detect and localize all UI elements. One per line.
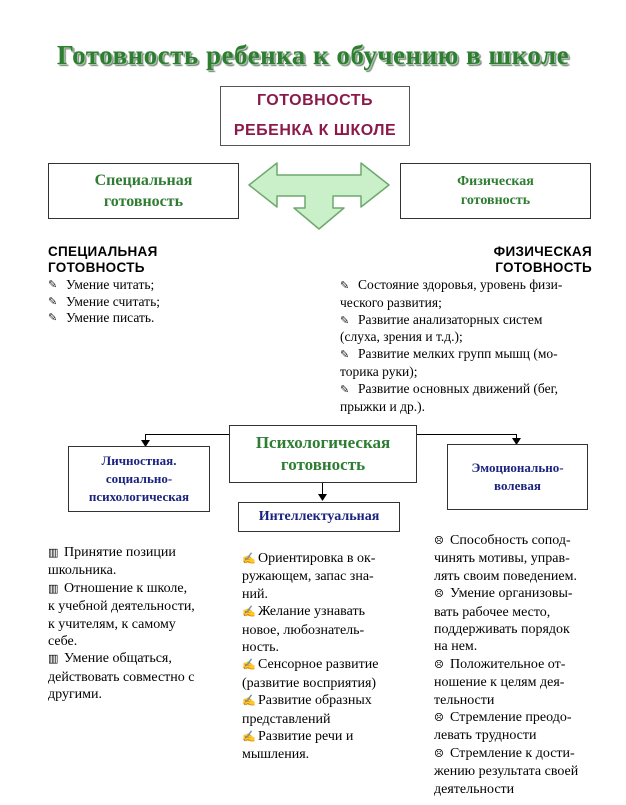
smiley-icon: ☹ xyxy=(434,658,444,671)
list-item: ☹ Стремление к дости- xyxy=(434,745,609,763)
pencil-hand-icon: ✎ xyxy=(48,312,58,325)
list-item-continued: ний. xyxy=(242,586,268,602)
list-item: ✍ Развитие речи и xyxy=(242,728,402,746)
smiley-icon: ☹ xyxy=(434,535,444,547)
special-readiness-box xyxy=(48,163,239,219)
list-item-continued: другими. xyxy=(48,687,103,703)
special-heading-line2: ГОТОВНОСТЬ xyxy=(48,260,145,275)
pencil-hand-icon: ✎ xyxy=(340,349,350,362)
intellectual-readiness-box xyxy=(238,502,400,532)
writing-hand-icon: ✍ xyxy=(242,731,256,744)
list-item-continued: левать трудности xyxy=(434,728,537,744)
pencil-hand-icon: ✎ xyxy=(340,383,350,396)
list-item: ✎ Развитие основных движений (бег, xyxy=(340,381,592,399)
personal-box-line2: социально- xyxy=(105,471,173,486)
arrow-down-icon xyxy=(318,494,327,501)
psychological-readiness-box xyxy=(229,425,417,483)
physical-heading-line1: ФИЗИЧЕСКАЯ xyxy=(493,244,592,259)
pencil-hand-icon: ✎ xyxy=(340,280,350,292)
list-item: ✍ Развитие образных xyxy=(242,692,402,710)
list-item-continued: действовать совместно с xyxy=(48,669,195,685)
physical-section xyxy=(340,244,592,415)
list-item: ☹ Способность сопод- xyxy=(434,532,609,550)
list-item-continued: деятельности xyxy=(434,781,515,797)
list-item-continued: мышления. xyxy=(242,747,310,763)
book-icon: ▥ xyxy=(48,547,59,559)
smiley-icon: ☹ xyxy=(434,712,444,725)
list-item-continued: прыжки и др.). xyxy=(340,398,425,414)
three-way-arrow-icon xyxy=(247,160,391,230)
list-item-continued: к учителям, к самому xyxy=(48,616,176,632)
writing-hand-icon: ✍ xyxy=(242,606,256,619)
smiley-icon: ☹ xyxy=(434,747,444,760)
pencil-hand-icon: ✎ xyxy=(340,314,350,327)
list-item: ✎ Умение считать; xyxy=(48,293,160,309)
psych-box-line2: готовность xyxy=(280,455,366,474)
writing-hand-icon: ✍ xyxy=(242,695,256,708)
physical-heading-line2: ГОТОВНОСТЬ xyxy=(495,260,592,275)
physical-readiness-box xyxy=(400,163,591,219)
special-section xyxy=(48,244,248,327)
physical-box-line1: Физическая xyxy=(457,174,534,189)
list-item: ✎ Развитие анализаторных систем xyxy=(340,312,592,330)
list-item: ✎ Умение читать; xyxy=(48,277,155,292)
emotional-readiness-box xyxy=(447,444,588,510)
special-box-line1: Специальная xyxy=(94,172,193,189)
book-icon: ▥ xyxy=(48,582,59,595)
emotional-list xyxy=(434,532,609,798)
list-item-continued: к учебной деятельности, xyxy=(48,599,195,615)
list-item: ▥ Принятие позиции xyxy=(48,544,218,562)
pencil-hand-icon: ✎ xyxy=(48,295,58,308)
list-item: ✍ Желание узнавать xyxy=(242,603,402,621)
list-item-continued: жению результата своей xyxy=(434,764,579,780)
smiley-icon: ☹ xyxy=(434,588,444,601)
personal-box-line1: Личностная. xyxy=(101,453,177,468)
list-item: ☹ Положительное от- xyxy=(434,656,609,674)
list-item-continued: ружающем, запас зна- xyxy=(242,569,374,585)
personal-list xyxy=(48,544,218,704)
writing-hand-icon: ✍ xyxy=(242,553,256,565)
list-item: ✍ Ориентировка в ок- xyxy=(242,550,402,568)
list-item-continued: вать рабочее место, xyxy=(434,604,551,620)
list-item: ✍ Сенсорное развитие xyxy=(242,656,402,674)
list-item: ✎ Состояние здоровья, уровень физи- xyxy=(340,277,592,295)
list-item-continued: чинять мотивы, управ- xyxy=(434,551,570,567)
psych-box-line1: Психологическая xyxy=(255,433,391,452)
list-item-continued: себе. xyxy=(48,634,78,650)
list-item: ▥ Отношение к школе, xyxy=(48,580,218,598)
list-item: ☹ Умение организовы- xyxy=(434,585,609,603)
intellectual-list xyxy=(242,550,402,764)
special-heading-line1: СПЕЦИАЛЬНАЯ xyxy=(48,244,158,259)
emotional-box-line1: Эмоционально- xyxy=(471,460,564,475)
personal-readiness-box xyxy=(68,446,210,512)
list-item-continued: торика руки); xyxy=(340,363,418,379)
list-item-continued: тельности xyxy=(434,692,495,708)
list-item: ▥ Умение общаться, xyxy=(48,650,218,668)
list-item-continued: поддерживать порядок xyxy=(434,622,570,638)
list-item-continued: (развитие восприятия) xyxy=(242,675,377,691)
list-item: ☹ Стремление преодо- xyxy=(434,709,609,727)
emotional-box-line2: волевая xyxy=(494,478,541,493)
main-box-line1: ГОТОВНОСТЬ xyxy=(256,92,374,109)
list-item-continued: новое, любознатель- xyxy=(242,622,365,638)
main-readiness-box xyxy=(220,86,410,146)
list-item-continued: лять своим поведением. xyxy=(434,568,577,584)
list-item-continued: ческого развития; xyxy=(340,294,442,310)
writing-hand-icon: ✍ xyxy=(242,659,256,672)
personal-box-line3: психологическая xyxy=(88,489,190,504)
special-box-line2: готовность xyxy=(103,193,184,210)
pencil-hand-icon: ✎ xyxy=(48,279,58,291)
list-item: ✎ Умение писать. xyxy=(48,310,155,326)
intellectual-box-label: Интеллектуальная xyxy=(258,509,380,524)
list-item-continued: ность. xyxy=(242,640,280,656)
list-item-continued: школьника. xyxy=(48,563,117,579)
main-box-line2: РЕБЕНКА К ШКОЛЕ xyxy=(233,122,397,139)
list-item-continued: представлений xyxy=(242,711,331,727)
list-item-continued: (слуха, зрения и т.д.); xyxy=(340,329,463,345)
list-item-continued: ношение к целям дея- xyxy=(434,675,565,691)
list-item: ✎ Развитие мелких групп мышц (мо- xyxy=(340,346,592,364)
list-item-continued: на нем. xyxy=(434,639,478,655)
page-title: Готовность ребенка к обучению в школе xyxy=(56,40,570,70)
book-icon: ▥ xyxy=(48,653,59,666)
physical-box-line2: готовность xyxy=(460,193,531,208)
